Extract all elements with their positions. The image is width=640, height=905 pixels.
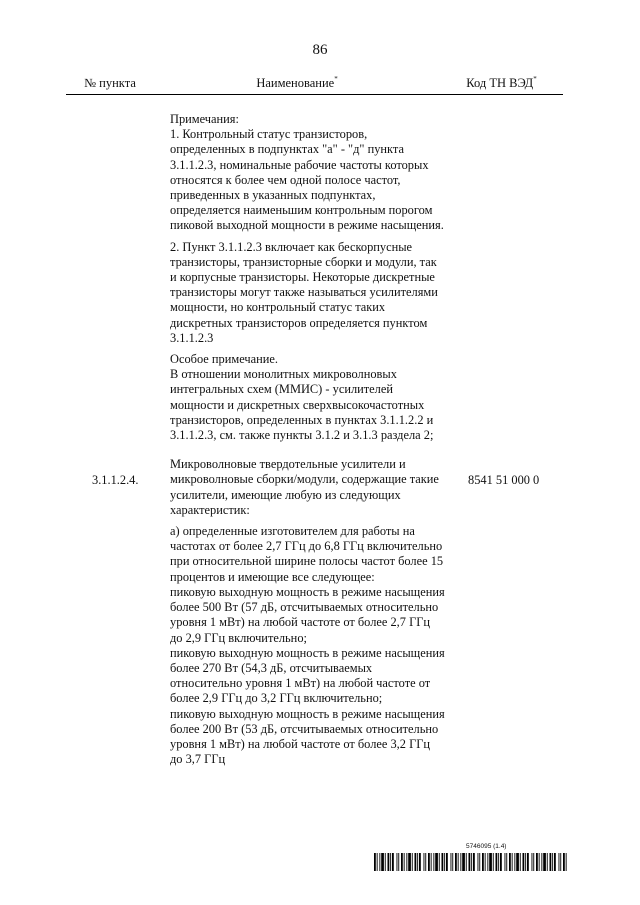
header-name — [162, 76, 432, 91]
header-code-label: Код ТН ВЭД — [466, 76, 534, 90]
item-title: Микроволновые твердотельные усилители и микроволновые сборки/модули, содержащие такие усилители, имеющие любую из следующих характеристик: — [170, 457, 439, 517]
header-item-number: № пункта — [84, 76, 136, 90]
name-column — [170, 112, 445, 773]
barcode — [374, 853, 568, 871]
header-name-footnote-mark: * — [334, 75, 338, 83]
barcode-label: 5746095 (1.4) — [466, 843, 507, 850]
item-number: 3.1.1.2.4. — [92, 473, 139, 487]
note-2: 2. Пункт 3.1.1.2.3 включает как бескорпусные транзисторы, транзисторные сборки и модули, так и корпусные транзисторы. Некоторые дискретные транзисторы могут также называться усилителями мощности, но контрольный статус таких дискретных транзисторов определяется пунктом 3.1.1.2.3 — [170, 239, 438, 345]
header-code — [440, 76, 563, 91]
note-1: Примечания: 1. Контрольный статус транзисторов, определенных в подпунктах "а" - "д" пункта 3.1.1.2.3, номинальные рабочие частоты которых относятся к более чем одной полосе частот, приведенных в указанных подпунктах, определяется наименьшим контрольным порогом пиковой выходной мощности в режиме насыщения. — [170, 112, 444, 233]
special-note: Особое примечание. В отношении монолитных микроволновых интегральных схем (ММИС) - усилителей мощности и дискретных сверхвысокочастотных транзисторов, определенных в пунктах 3.1.1.2.2 и 3.1.1.2.3, см. также пункты 3.1.2 и 3.1.3 раздела 2; — [170, 352, 434, 443]
item-code: 8541 51 000 0 — [468, 473, 540, 487]
table-header — [66, 76, 563, 95]
header-name-label: Наименование — [256, 76, 335, 90]
header-code-footnote-mark: * — [533, 75, 537, 83]
item-clause-a: а) определенные изготовителем для работы на частотах от более 2,7 ГГц до 6,8 ГГц включительно при относительной ширине полосы частот более 15 процентов и имеющие все следующее: пиковую выходную мощность в режиме насыщения более 500 Вт (57 дБ, отсчитываемых относительно уровня 1 мВт) на любой частоте от более 2,7 ГГц до 2,9 ГГц включительно; пиковую выходную мощность в режиме насыщения более 270 Вт (54,3 дБ, отсчитываемых относительно уровня 1 мВт) на любой частоте от более 2,9 ГГц до 3,2 ГГц включительно; пиковую выходную мощность в режиме насыщения более 200 Вт (53 дБ, отсчитываемых относительно уровня 1 мВт) на любой частоте от более 3,2 ГГц до 3,7 ГГц — [170, 524, 445, 767]
page-number: 86 — [312, 42, 328, 58]
